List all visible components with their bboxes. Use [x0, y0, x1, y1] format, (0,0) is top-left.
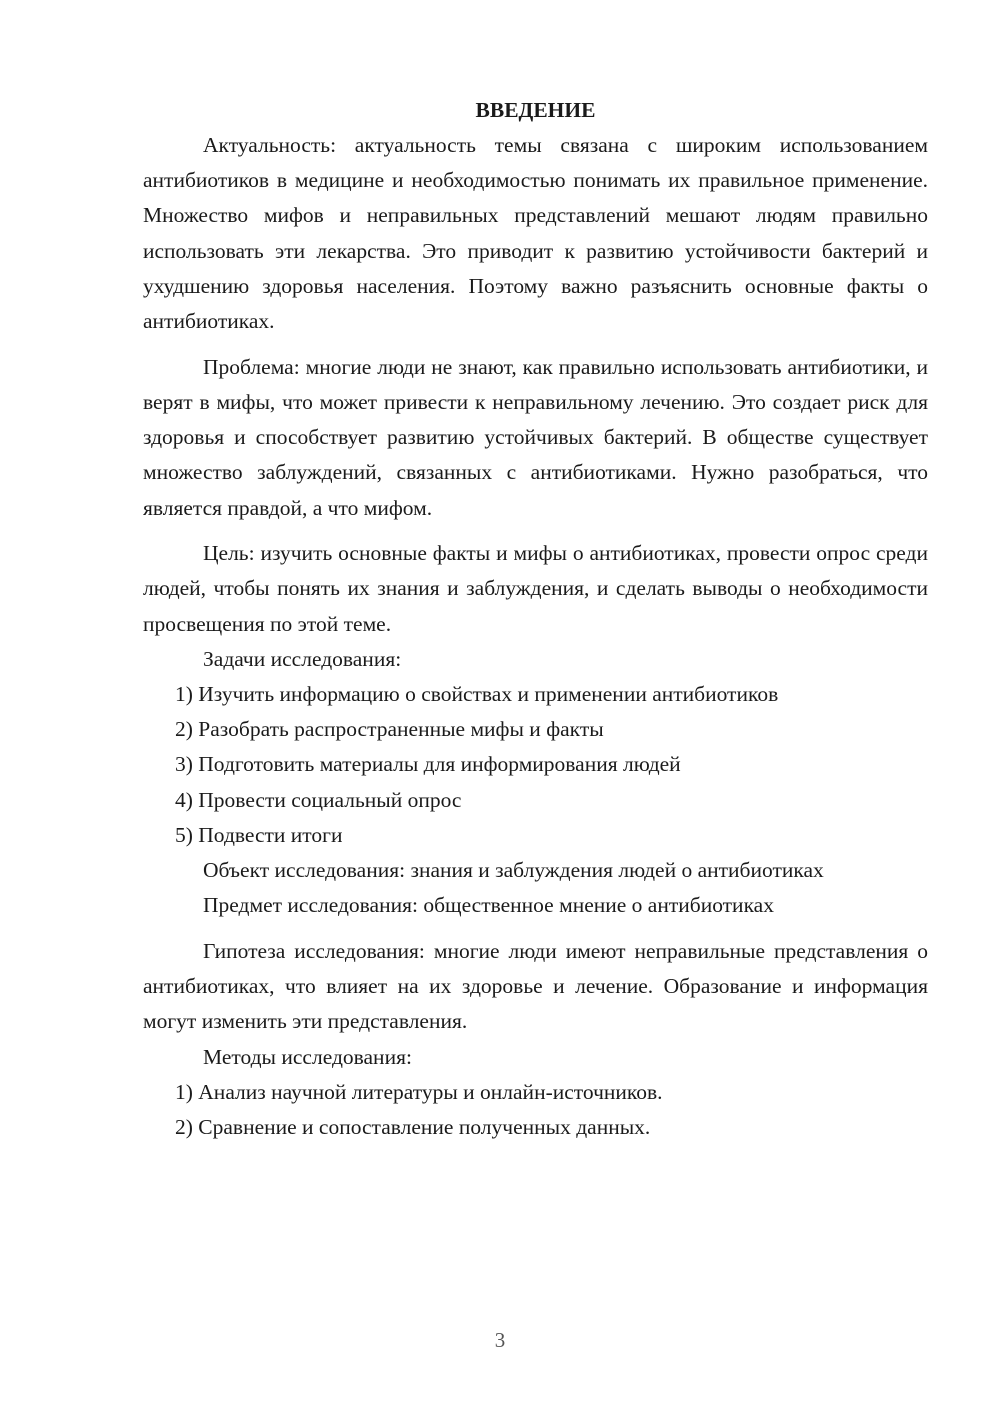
method-item: 1) Анализ научной литературы и онлайн-источников.	[175, 1079, 663, 1104]
task-item: 5) Подвести итоги	[175, 822, 343, 847]
method-item: 2) Сравнение и сопоставление полученных данных.	[175, 1114, 651, 1139]
task-item: 3) Подготовить материалы для информирования людей	[175, 752, 681, 777]
task-item: 1) Изучить информацию о свойствах и применении антибиотиков	[175, 682, 779, 707]
methods-title: Методы исследования:	[203, 1044, 412, 1069]
section-heading: ВВЕДЕНИЕ	[475, 98, 596, 122]
goal-paragraph: Цель: изучить основные факты и мифы о антибиотиках, провести опрос среди людей, чтобы понять их знания и заблуждения, и сделать выводы о необходимости просвещения по этой теме.	[143, 541, 928, 636]
hypothesis-paragraph: Гипотеза исследования: многие люди имеют неправильные представления о антибиотиках, что влияет на их здоровье и лечение. Образование и информация могут изменить эти представления.	[143, 938, 928, 1034]
object-line: Объект исследования: знания и заблуждения людей о антибиотиках	[203, 858, 824, 883]
task-item: 2) Разобрать распространенные мифы и факты	[175, 717, 604, 742]
relevance-paragraph: Актуальность: актуальность темы связана с широким использованием антибиотиков в медицине и необходимостью понимать их правильное применение. Множество мифов и неправильных представлений мешают людям правильно использовать эти лекарства. Это приводит к развитию устойчивости бактерий и ухудшению здоровья населения. Поэтому важно разъяснить основные факты о антибиотиках.	[143, 133, 928, 334]
document-page	[143, 92, 928, 1145]
problem-paragraph: Проблема: многие люди не знают, как правильно использовать антибиотики, и верят в мифы, что может привести к неправильному лечению. Это создает риск для здоровья и способствует развитию устойчивых бактерий. В обществе существует множество заблуждений, связанных с антибиотиками. Нужно разобраться, что является правдой, а что мифом.	[143, 354, 928, 520]
tasks-title: Задачи исследования:	[203, 646, 402, 671]
page-number: 3	[494, 1328, 506, 1352]
task-item: 4) Провести социальный опрос	[175, 787, 462, 812]
subject-line: Предмет исследования: общественное мнение о антибиотиках	[203, 893, 774, 918]
